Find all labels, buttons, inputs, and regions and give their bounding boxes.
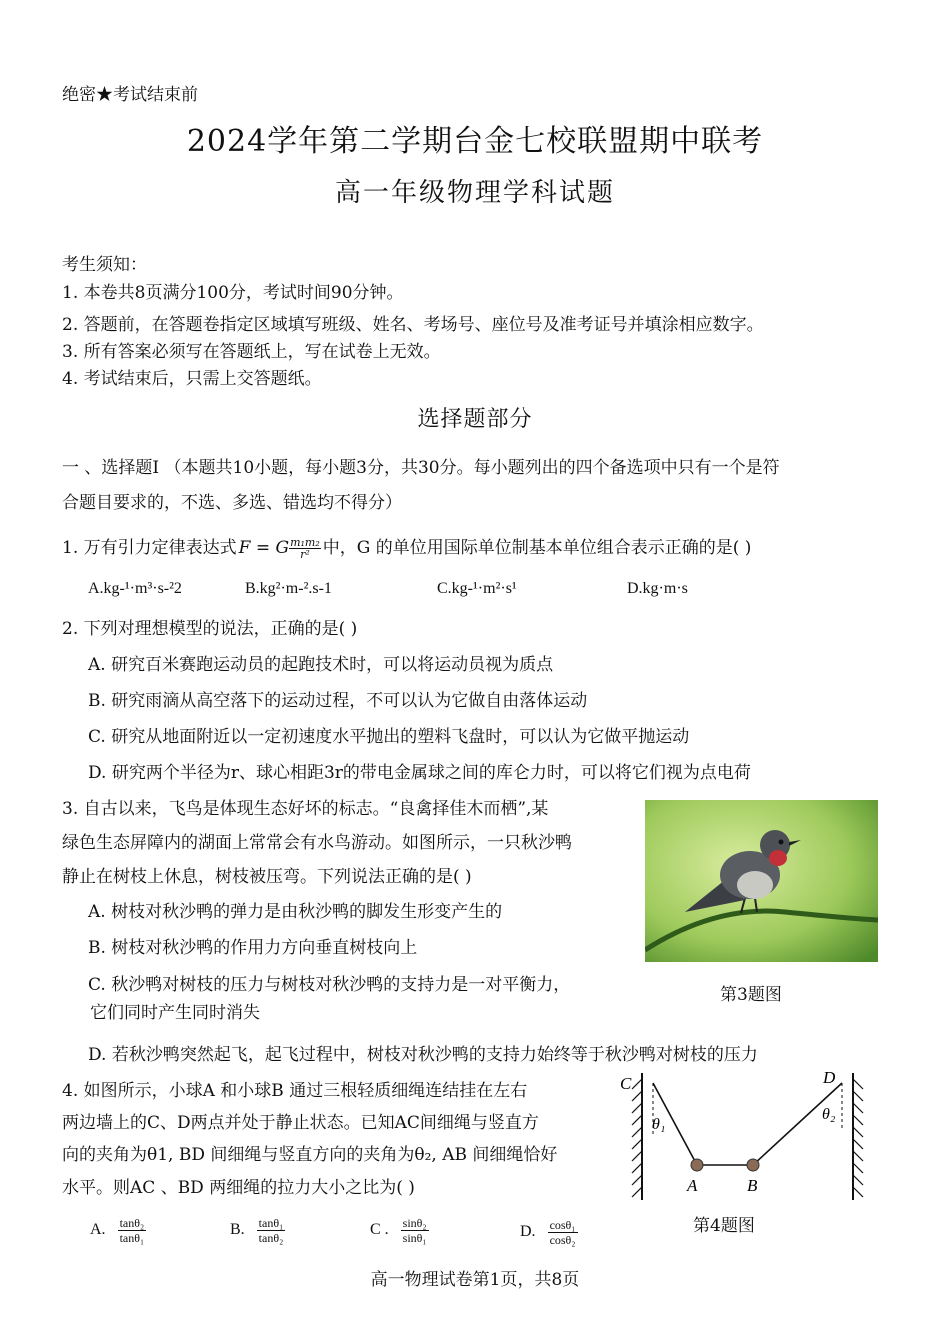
question-3-stem-line: 静止在树枝上休息，树枝被压弯。下列说法正确的是( ) (62, 867, 472, 887)
q4-figure-caption: 第4题图 (693, 1216, 755, 1236)
fraction-denominator: tanθ₂ (258, 1231, 284, 1245)
fraction-denominator: sinθ₁ (402, 1231, 427, 1245)
option-fraction (257, 1216, 286, 1245)
option-label: A. (90, 1221, 106, 1239)
q2-option-a: A. 研究百米赛跑运动员的起跑技术时，可以将运动员视为质点 (88, 655, 554, 675)
fraction-numerator: tanθ₂ (119, 1216, 145, 1230)
strings-and-balls-diagram (615, 1065, 885, 1205)
exam-subtitle: 高一年级物理学科试题 (334, 178, 615, 208)
q1-option-b: B.kg²·m-².s-1 (245, 580, 332, 597)
q1-option-c: C.kg-¹·m²·s¹ (437, 580, 517, 597)
option-fraction (118, 1216, 147, 1245)
q1-option-d: D.kg·m·s (627, 580, 688, 597)
q4-option-b (230, 1216, 285, 1245)
q3-figure-caption: 第3题图 (720, 985, 782, 1005)
notice-heading: 考生须知： (62, 255, 147, 275)
section-title: 选择题部分 (417, 407, 533, 432)
q4-option-a (90, 1216, 146, 1245)
question-4-stem-line: 4. 如图所示，小球A 和小球B 通过三根轻质细绳连结挂在左右 (62, 1081, 528, 1101)
notice-item: 2. 答题前，在答题卷指定区域填写班级、姓名、考场号、座位号及准考证号并填涂相应数字。 (62, 315, 764, 335)
fraction-numerator: cosθ₁ (549, 1218, 576, 1232)
formula-fraction (289, 537, 321, 560)
q2-option-b: B. 研究雨滴从高空落下的运动过程，不可以认为它做自由落体运动 (88, 691, 588, 711)
question-3-stem-line: 绿色生态屏障内的湖面上常常会有水鸟游动。如图所示，一只秋沙鸭 (62, 833, 572, 853)
label-theta2: θ₂ (822, 1106, 836, 1123)
gravitation-formula (239, 537, 321, 560)
notice-item: 4. 考试结束后，只需上交答题纸。 (62, 369, 322, 389)
option-fraction (548, 1218, 578, 1247)
ball-b (747, 1159, 759, 1171)
bird-on-branch-illustration (645, 800, 878, 962)
secret-mark: 绝密★考试结束前 (62, 85, 198, 105)
label-a: A (687, 1176, 698, 1195)
ball-a (691, 1159, 703, 1171)
fraction-denominator: cosθ₂ (549, 1233, 576, 1247)
fraction-numerator: m₁m₂ (290, 536, 320, 549)
label-theta1: θ₁ (652, 1116, 666, 1133)
question-1-stem (62, 533, 751, 560)
page-footer: 高一物理试卷第1页，共8页 (370, 1270, 580, 1290)
question-4-stem-line: 向的夹角为θ1, BD 间细绳与竖直方向的夹角为θ₂, AB 间细绳恰好 (62, 1145, 558, 1165)
option-label: C . (370, 1221, 389, 1239)
fraction-denominator: r² (300, 548, 310, 561)
question-2-stem: 2. 下列对理想模型的说法，正确的是( ) (62, 619, 358, 639)
q3-option-c: C. 秋沙鸭对树枝的压力与树枝对秋沙鸭的支持力是一对平衡力， (88, 975, 571, 995)
question-3-stem-line: 3. 自古以来，飞鸟是体现生态好坏的标志。“良禽择佳木而栖”,某 (62, 799, 549, 819)
q3-option-b: B. 树枝对秋沙鸭的作用力方向垂直树枝向上 (88, 938, 418, 958)
q3-option-c-continued: 它们同时产生同时消失 (90, 1003, 260, 1023)
option-fraction (401, 1216, 429, 1245)
fraction-numerator: sinθ₂ (402, 1216, 427, 1230)
label-c: C (620, 1074, 632, 1093)
formula-lhs: F = G (238, 538, 290, 558)
label-d: D (823, 1068, 836, 1087)
section-instructions-line1: 一 、选择题I （本题共10小题，每小题3分，共30分。每小题列出的四个备选项中只有一个是符 (62, 458, 780, 478)
right-wall-hatching (853, 1079, 863, 1197)
option-label: B. (230, 1221, 245, 1239)
fraction-numerator: tanθ₁ (258, 1216, 284, 1230)
q1-prefix: 1. 万有引力定律表达式 (62, 538, 237, 558)
notice-item: 3. 所有答案必须写在答题纸上，写在试卷上无效。 (62, 342, 441, 362)
question-4-stem-line: 两边墙上的C、D两点并处于静止状态。已知AC间细绳与竖直方 (62, 1113, 539, 1133)
question-4-stem-line: 水平。则AC 、BD 两细绳的拉力大小之比为( ) (62, 1178, 415, 1198)
fraction-denominator: tanθ₁ (119, 1231, 145, 1245)
q4-option-d (520, 1218, 578, 1247)
option-label: D. (520, 1223, 536, 1241)
q3-option-d: D. 若秋沙鸭突然起飞，起飞过程中，树枝对秋沙鸭的支持力始终等于秋沙鸭对树枝的压力 (88, 1045, 758, 1065)
q1-option-a: A.kg-¹·m³·s-²2 (88, 580, 182, 597)
q3-option-a: A. 树枝对秋沙鸭的弹力是由秋沙鸭的脚发生形变产生的 (88, 902, 503, 922)
section-instructions-line2: 合题目要求的，不选、多选、错选均不得分） (62, 493, 402, 513)
q2-option-c: C. 研究从地面附近以一定初速度水平抛出的塑料飞盘时，可以认为它做平抛运动 (88, 727, 690, 747)
q4-option-c (370, 1216, 429, 1245)
exam-title: 2024学年第二学期台金七校联盟期中联考 (186, 124, 764, 159)
q1-suffix: 中，G 的单位用国际单位制基本单位组合表示正确的是( ) (322, 538, 752, 558)
q2-option-d: D. 研究两个半径为r、球心相距3r的带电金属球之间的库仑力时，可以将它们视为点电荷 (88, 763, 751, 783)
left-wall-hatching (632, 1079, 642, 1197)
label-b: B (747, 1176, 758, 1195)
notice-item: 1. 本卷共8页满分100分，考试时间90分钟。 (62, 283, 404, 303)
string-bd (753, 1083, 842, 1165)
